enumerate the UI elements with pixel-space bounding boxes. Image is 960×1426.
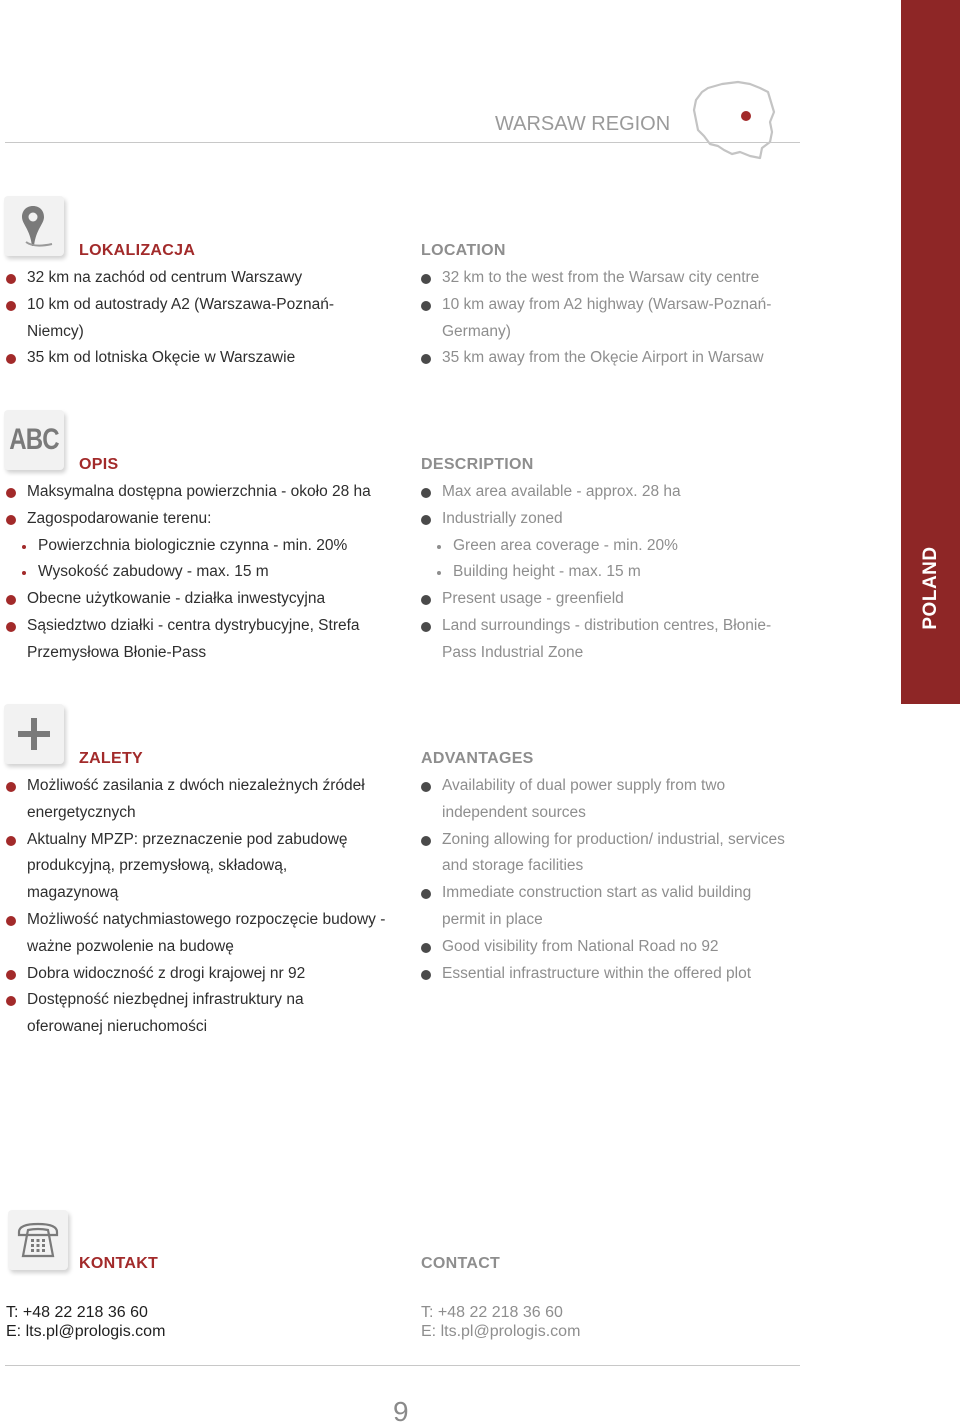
- list-item: Zagospodarowanie terenu:: [6, 506, 396, 533]
- list-item: Możliwość natychmiastowego rozpoczęcie budowy - ważne pozwolenie na budowę: [6, 907, 396, 961]
- header-divider: [5, 142, 800, 143]
- description-icon-tile: [4, 410, 64, 470]
- list-item: Aktualny MPZP: przeznaczenie pod zabudowę produkcyjną, przemysłową, składową, magazynową: [6, 827, 371, 907]
- list-item: Immediate construction start as valid building permit in place: [421, 880, 771, 934]
- list-item: Możliwość zasilania z dwóch niezależnych źródeł energetycznych: [6, 773, 381, 827]
- contact-heading-pl: KONTAKT: [79, 1255, 159, 1272]
- advantages-heading-pl: ZALETY: [79, 750, 144, 767]
- list-subitem: Building height - max. 15 m: [421, 559, 801, 586]
- list-item: 32 km to the west from the Warsaw city centre: [421, 265, 801, 292]
- abc-icon: ABC: [9, 423, 59, 456]
- list-item: Zoning allowing for production/ industrial, services and storage facilities: [421, 827, 806, 881]
- list-item: Sąsiedztwo działki - centra dystrybucyjne, Strefa Przemysłowa Błonie-Pass: [6, 613, 381, 667]
- location-icon-tile: [4, 196, 64, 256]
- list-item: Max area available - approx. 28 ha: [421, 479, 801, 506]
- list-item: Availability of dual power supply from two independent sources: [421, 773, 751, 827]
- list-item: 10 km od autostrady A2 (Warszawa-Poznań-Niemcy): [6, 292, 366, 346]
- list-item: Obecne użytkowanie - działka inwestycyjna: [6, 586, 396, 613]
- description-list-en: [421, 479, 801, 667]
- list-subitem: Powierzchnia biologicznie czynna - min. 20%: [6, 533, 396, 560]
- location-heading-pl: LOKALIZACJA: [79, 242, 196, 259]
- poland-map-icon: [688, 78, 780, 162]
- advantages-heading-en: ADVANTAGES: [421, 750, 534, 767]
- location-heading-en: LOCATION: [421, 242, 506, 259]
- list-item: Dostępność niezbędnej infrastruktury na oferowanej nieruchomości: [6, 987, 336, 1041]
- location-list-en: [421, 265, 801, 372]
- description-list-pl: [6, 479, 396, 667]
- list-item: 35 km od lotniska Okęcie w Warszawie: [6, 345, 386, 372]
- list-subitem: Green area coverage - min. 20%: [421, 533, 801, 560]
- plus-icon: [14, 714, 54, 754]
- list-item: Essential infrastructure within the offered plot: [421, 961, 806, 988]
- list-item: Maksymalna dostępna powierzchnia - około 28 ha: [6, 479, 396, 506]
- country-sidebar: [901, 0, 960, 704]
- telephone-icon: [15, 1220, 61, 1260]
- description-heading-pl: OPIS: [79, 456, 119, 473]
- list-item: 35 km away from the Okęcie Airport in Warsaw: [421, 345, 801, 372]
- page-number: 9: [393, 1396, 409, 1426]
- contact-block-pl: [6, 1303, 165, 1341]
- contact-heading-en: CONTACT: [421, 1255, 501, 1272]
- description-heading-en: DESCRIPTION: [421, 456, 534, 473]
- advantages-list-en: [421, 773, 806, 987]
- contact-phone: T: +48 22 218 36 60: [6, 1304, 148, 1321]
- contact-email[interactable]: E: lts.pl@prologis.com: [421, 1323, 581, 1340]
- list-item: 32 km na zachód od centrum Warszawy: [6, 265, 386, 292]
- contact-icon-tile: [8, 1210, 68, 1270]
- advantages-icon-tile: [4, 704, 64, 764]
- list-item: Dobra widoczność z drogi krajowej nr 92: [6, 961, 396, 988]
- map-pin-icon: [12, 202, 56, 250]
- advantages-list-pl: [6, 773, 396, 1041]
- contact-block-en: [421, 1303, 580, 1341]
- region-title: WARSAW REGION: [495, 113, 671, 135]
- list-subitem: Wysokość zabudowy - max. 15 m: [6, 559, 396, 586]
- list-item: Good visibility from National Road no 92: [421, 934, 806, 961]
- country-label: POLAND: [919, 546, 941, 630]
- contact-email[interactable]: E: lts.pl@prologis.com: [6, 1323, 166, 1340]
- list-item: 10 km away from A2 highway (Warsaw-Poznań-Germany): [421, 292, 793, 346]
- footer-divider: [5, 1365, 800, 1366]
- location-list-pl: [6, 265, 386, 372]
- contact-phone: T: +48 22 218 36 60: [421, 1304, 563, 1321]
- list-item: Industrially zoned: [421, 506, 801, 533]
- list-item: Land surroundings - distribution centres, Błonie-Pass Industrial Zone: [421, 613, 786, 667]
- list-item: Present usage - greenfield: [421, 586, 801, 613]
